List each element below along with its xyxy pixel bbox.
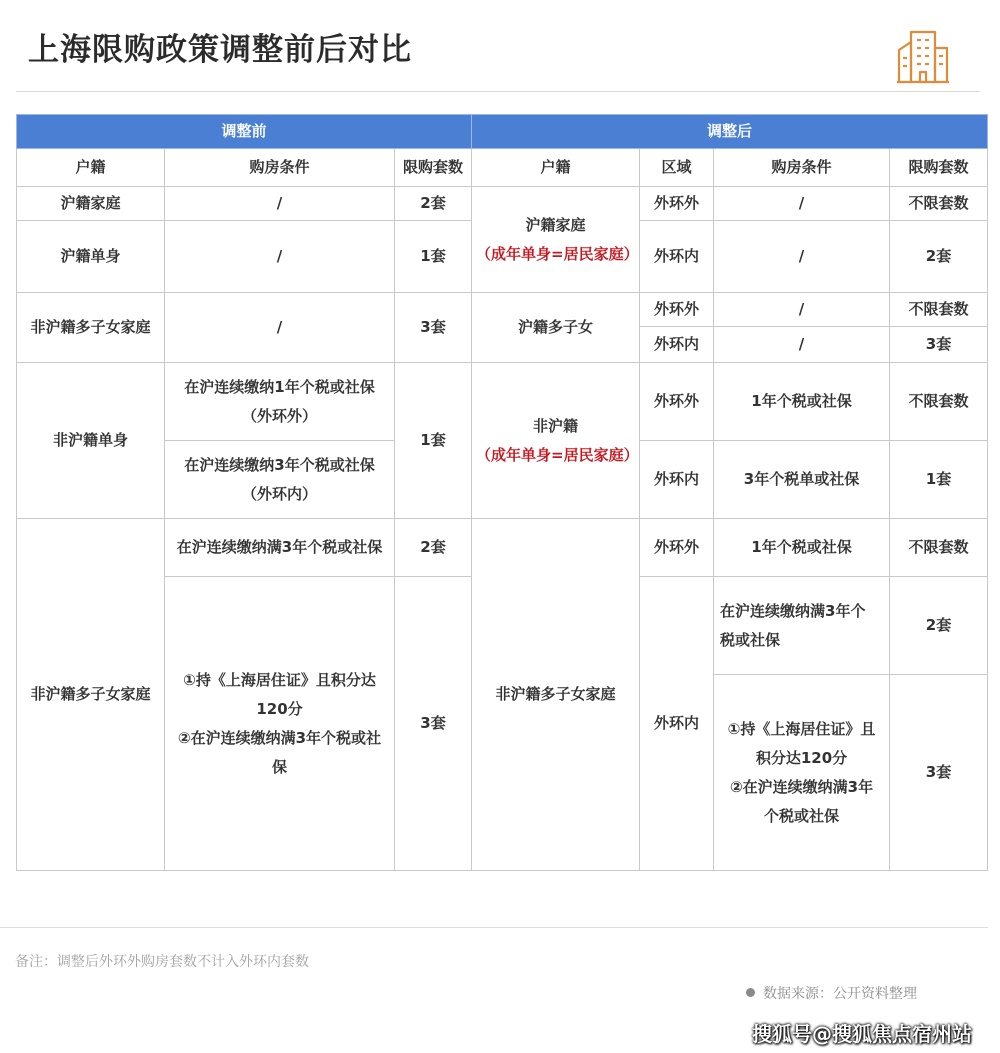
table-cell: / <box>714 221 890 293</box>
table-column-header-row <box>17 149 988 187</box>
after-header: 调整后 <box>472 115 988 149</box>
table-cell: 外环外 <box>640 187 714 221</box>
table-cell: 在沪连续缴纳1年个税或社保 （外环外） <box>165 363 395 441</box>
bullet-icon <box>746 988 755 997</box>
table-cell: 不限套数 <box>890 293 988 327</box>
col-header: 户籍 <box>17 149 165 187</box>
watermark-credit: 搜狐号@搜狐焦点宿州站 <box>752 1022 972 1046</box>
cell-text: 非沪籍 <box>533 416 579 435</box>
footer-divider <box>0 927 988 928</box>
table-cell: 外环内 <box>640 577 714 871</box>
table-cell: 外环外 <box>640 363 714 441</box>
city-buildings-icon <box>895 26 951 84</box>
table-cell: 在沪连续缴纳3年个税或社保 （外环内） <box>165 441 395 519</box>
table-cell: 3套 <box>395 577 472 871</box>
table-cell: 外环外 <box>640 293 714 327</box>
before-header: 调整前 <box>17 115 472 149</box>
table-cell: 不限套数 <box>890 519 988 577</box>
table-cell: / <box>165 187 395 221</box>
table-row <box>17 519 988 577</box>
table-cell: 外环外 <box>640 519 714 577</box>
table-cell: 3年个税单或社保 <box>714 441 890 519</box>
table-cell: / <box>165 293 395 363</box>
table-cell: 1套 <box>890 441 988 519</box>
table-cell: 1年个税或社保 <box>714 363 890 441</box>
table-cell: 3套 <box>395 293 472 363</box>
col-header: 户籍 <box>472 149 640 187</box>
table-cell: 外环内 <box>640 441 714 519</box>
table-cell: 3套 <box>890 675 988 871</box>
table-cell: 非沪籍多子女家庭 <box>17 519 165 871</box>
table-cell: 3套 <box>890 327 988 363</box>
table-row <box>17 293 988 327</box>
table-cell: 在沪连续缴纳满3年个税或社保 <box>165 519 395 577</box>
table-cell: / <box>714 327 890 363</box>
table-cell: 不限套数 <box>890 363 988 441</box>
page-title: 上海限购政策调整前后对比 <box>28 32 412 68</box>
col-header: 区域 <box>640 149 714 187</box>
table-cell: / <box>714 293 890 327</box>
table-cell <box>472 187 640 293</box>
cell-text: 沪籍家庭 <box>525 215 586 234</box>
data-source <box>746 983 917 1003</box>
col-header: 购房条件 <box>714 149 890 187</box>
table-cell: 非沪籍单身 <box>17 363 165 519</box>
title-divider <box>16 91 980 92</box>
table-cell: 1年个税或社保 <box>714 519 890 577</box>
data-source-text: 数据来源：公开资料整理 <box>763 986 917 1002</box>
table-row <box>17 187 988 221</box>
table-cell: 不限套数 <box>890 187 988 221</box>
table-cell: 在沪连续缴纳满3年个 税或社保 <box>714 577 890 675</box>
table-cell: / <box>165 221 395 293</box>
table-group-header-row <box>17 115 988 149</box>
table-cell: 沪籍单身 <box>17 221 165 293</box>
table-cell: 1套 <box>395 221 472 293</box>
table-cell: 沪籍家庭 <box>17 187 165 221</box>
table-cell: 非沪籍多子女家庭 <box>17 293 165 363</box>
table-cell <box>472 363 640 519</box>
col-header: 限购套数 <box>395 149 472 187</box>
table-cell: 非沪籍多子女家庭 <box>472 519 640 871</box>
comparison-table <box>16 114 988 871</box>
col-header: 购房条件 <box>165 149 395 187</box>
cell-note: （成年单身=居民家庭） <box>476 244 639 263</box>
table-cell: ①持《上海居住证》且 积分达120分 ②在沪连续缴纳满3年 个税或社保 <box>714 675 890 871</box>
table-cell: 2套 <box>890 221 988 293</box>
table-cell: 外环内 <box>640 327 714 363</box>
table-cell: / <box>714 187 890 221</box>
cell-note: （成年单身=居民家庭） <box>476 445 639 464</box>
table-row <box>17 363 988 441</box>
table-cell: 2套 <box>395 187 472 221</box>
col-header: 限购套数 <box>890 149 988 187</box>
table-cell: 沪籍多子女 <box>472 293 640 363</box>
table-cell: 外环内 <box>640 221 714 293</box>
table-cell: 1套 <box>395 363 472 519</box>
footnote: 备注：调整后外环外购房套数不计入外环内套数 <box>15 954 309 970</box>
table-cell: 2套 <box>890 577 988 675</box>
table-cell: ①持《上海居住证》且积分达 120分 ②在沪连续缴纳满3年个税或社 保 <box>165 577 395 871</box>
table-cell: 2套 <box>395 519 472 577</box>
